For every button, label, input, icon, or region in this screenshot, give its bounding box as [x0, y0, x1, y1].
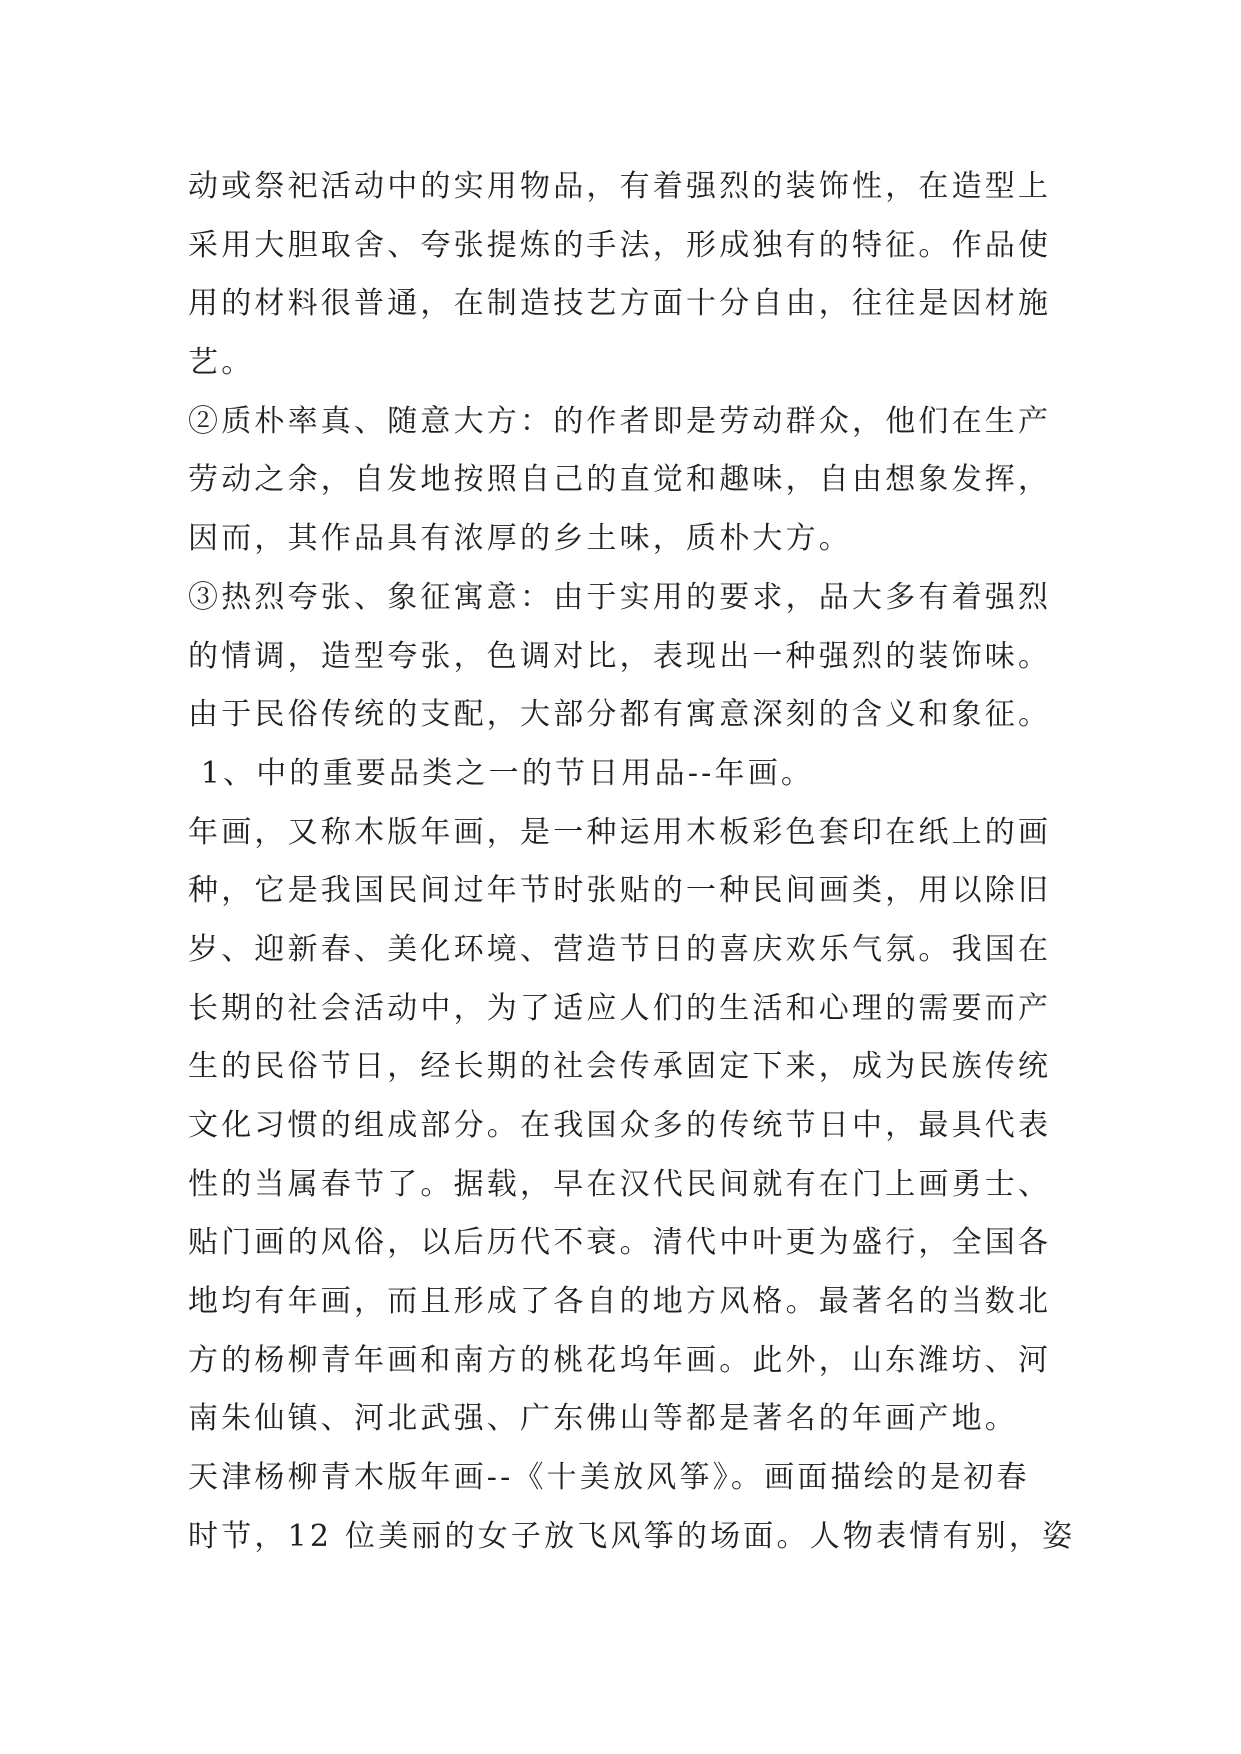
text-line: 天津杨柳青木版年画--《十美放风筝》。画面描绘的是初春 — [188, 1460, 1030, 1496]
text-line: 种，它是我国民间过年节时张贴的一种民间画类，用以除旧 — [188, 873, 1052, 909]
text-line: 由于民俗传统的支配，大部分都有寓意深刻的含义和象征。 — [188, 697, 1052, 733]
text-line: 岁、迎新春、美化环境、营造节日的喜庆欢乐气氛。我国在 — [188, 931, 1052, 967]
text-line: 的情调，造型夸张，色调对比，表现出一种强烈的装饰味。 — [188, 638, 1052, 674]
text-line: 长期的社会活动中，为了适应人们的生活和心理的需要而产 — [188, 990, 1052, 1026]
text-line: 南朱仙镇、河北武强、广东佛山等都是著名的年画产地。 — [188, 1401, 1018, 1437]
text-line: 劳动之余，自发地按照自己的直觉和趣味，自由想象发挥， — [188, 462, 1052, 498]
text-line: 地均有年画，而且形成了各自的地方风格。最著名的当数北 — [188, 1284, 1052, 1320]
text-line: 时节，12 位美丽的女子放飞风筝的场面。人物表情有别，姿 — [188, 1518, 1076, 1554]
text-line: 动或祭祀活动中的实用物品，有着强烈的装饰性，在造型上 — [188, 169, 1052, 204]
text-line: ③热烈夸张、象征寓意：由于实用的要求，品大多有着强烈 — [188, 579, 1052, 615]
text-line: 因而，其作品具有浓厚的乡土味，质朴大方。 — [188, 521, 852, 557]
text-line: ②质朴率真、随意大方：的作者即是劳动群众，他们在生产 — [188, 403, 1052, 439]
text-line: 贴门画的风俗，以后历代不衰。清代中叶更为盛行，全国各 — [188, 1225, 1052, 1261]
body-text — [188, 158, 1188, 1567]
text-line: 艺。 — [188, 345, 255, 381]
text-line: 年画，又称木版年画，是一种运用木板彩色套印在纸上的画 — [188, 814, 1052, 850]
text-line: 性的当属春节了。据载，早在汉代民间就有在门上画勇士、 — [188, 1166, 1052, 1202]
text-line: 生的民俗节日，经长期的社会传承固定下来，成为民族传统 — [188, 1049, 1052, 1085]
text-line: 方的杨柳青年画和南方的桃花坞年画。此外，山东潍坊、河 — [188, 1342, 1052, 1378]
section-heading: 1、中的重要品类之一的节日用品--年画。 — [188, 755, 815, 791]
text-line: 文化习惯的组成部分。在我国众多的传统节日中，最具代表 — [188, 1108, 1052, 1143]
text-line: 采用大胆取舍、夸张提炼的手法，形成独有的特征。作品使 — [188, 227, 1052, 263]
text-line: 用的材料很普通，在制造技艺方面十分自由，往往是因材施 — [188, 286, 1052, 322]
